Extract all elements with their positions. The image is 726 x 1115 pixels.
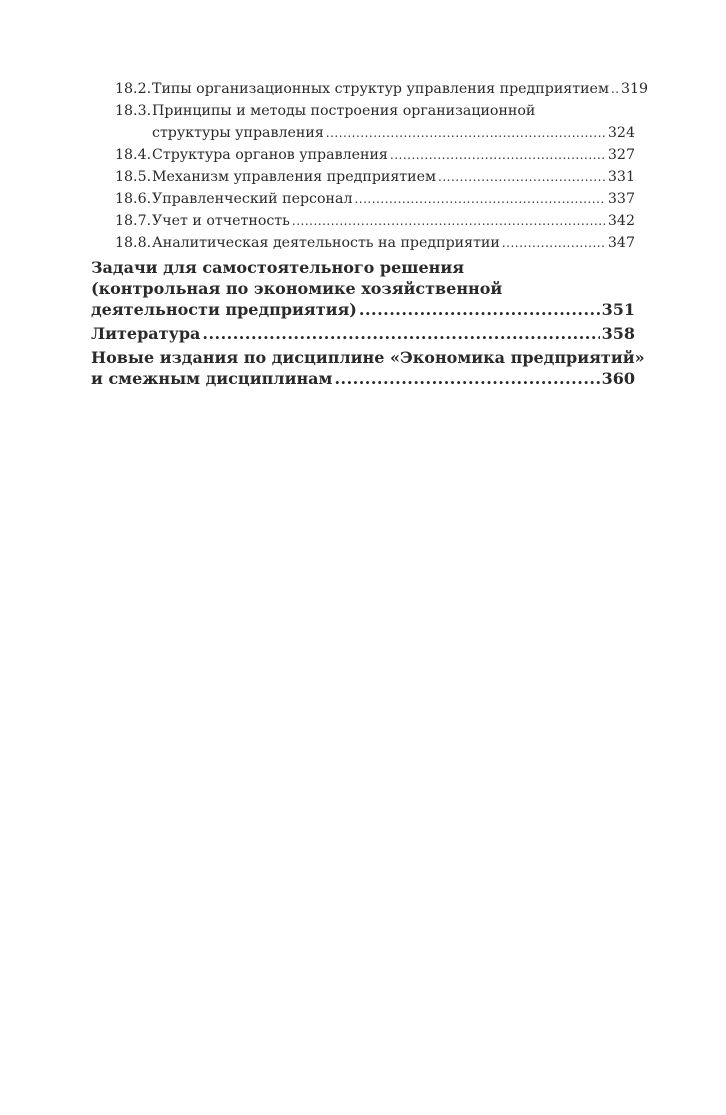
toc-entry-title: Структура органов управления bbox=[152, 147, 388, 163]
toc-entry-number: 18.3. bbox=[115, 103, 152, 119]
toc-section-title: Задачи для самостоятельного решения bbox=[91, 258, 465, 277]
toc-entry-number: 18.4. bbox=[115, 147, 152, 163]
toc-entry-18-6[interactable] bbox=[91, 188, 635, 210]
dot-leader bbox=[359, 299, 600, 320]
toc-section-title: деятельности предприятия) bbox=[91, 300, 357, 319]
dot-leader bbox=[611, 78, 619, 100]
dot-leader bbox=[334, 368, 599, 389]
toc-entry-title: Аналитическая деятельность на предприятии bbox=[152, 235, 500, 251]
toc-entry-number: 18.5. bbox=[115, 169, 152, 185]
toc-entry-number: 18.8. bbox=[115, 235, 152, 251]
toc-entry-page: 342 bbox=[607, 213, 635, 229]
toc-entry-18-8[interactable] bbox=[91, 232, 635, 254]
toc-section-title: Новые издания по дисциплине «Экономика предприятий» bbox=[91, 348, 645, 367]
dot-leader bbox=[390, 144, 606, 166]
dot-leader bbox=[438, 166, 606, 188]
dot-leader bbox=[326, 122, 606, 144]
toc-section-title: Литература bbox=[91, 324, 201, 343]
toc-entry-page: 319 bbox=[620, 81, 649, 97]
toc-section-tasks-line-3[interactable] bbox=[91, 299, 635, 320]
toc-entry-page: 324 bbox=[607, 125, 635, 141]
toc-section-page: 351 bbox=[601, 300, 635, 319]
dot-leader bbox=[292, 210, 606, 232]
toc-entry-18-3[interactable] bbox=[91, 100, 635, 122]
toc-entry-page: 327 bbox=[607, 147, 635, 163]
toc-entry-18-3-continuation[interactable] bbox=[91, 122, 635, 144]
toc-entry-number: 18.7. bbox=[115, 213, 152, 229]
toc-section-page: 360 bbox=[601, 369, 635, 388]
toc-entry-title: Учет и отчетность bbox=[152, 213, 290, 229]
toc-section-page: 358 bbox=[601, 324, 635, 343]
table-of-contents bbox=[91, 78, 649, 389]
toc-entry-page: 337 bbox=[607, 191, 635, 207]
toc-section-tasks-line-2[interactable] bbox=[91, 278, 635, 299]
toc-section-literature[interactable] bbox=[91, 323, 635, 344]
toc-entry-title-continued: структуры управления bbox=[152, 125, 324, 141]
toc-entry-title: Управленческий персонал bbox=[152, 191, 353, 207]
toc-section-title: и смежным дисциплинам bbox=[91, 369, 333, 388]
dot-leader bbox=[502, 232, 606, 254]
toc-entry-number: 18.6. bbox=[115, 191, 152, 207]
toc-entry-18-5[interactable] bbox=[91, 166, 635, 188]
toc-entry-title: Принципы и методы построения организационной bbox=[152, 103, 536, 119]
dot-leader bbox=[354, 188, 605, 210]
toc-entry-18-2[interactable] bbox=[91, 78, 649, 100]
toc-section-title: (контрольная по экономике хозяйственной bbox=[91, 279, 503, 298]
toc-entry-title: Типы организационных структур управления предприятием bbox=[152, 81, 609, 97]
toc-entry-page: 331 bbox=[607, 169, 635, 185]
toc-entry-title: Механизм управления предприятием bbox=[152, 169, 437, 185]
toc-entry-page: 347 bbox=[607, 235, 635, 251]
toc-section-new-editions-line-2[interactable] bbox=[91, 368, 635, 389]
toc-entry-18-4[interactable] bbox=[91, 144, 635, 166]
toc-section-new-editions-line-1[interactable] bbox=[91, 347, 645, 368]
toc-entry-number: 18.2. bbox=[115, 81, 152, 97]
toc-section-tasks-line-1[interactable] bbox=[91, 257, 635, 278]
dot-leader bbox=[202, 323, 599, 344]
toc-entry-18-7[interactable] bbox=[91, 210, 635, 232]
